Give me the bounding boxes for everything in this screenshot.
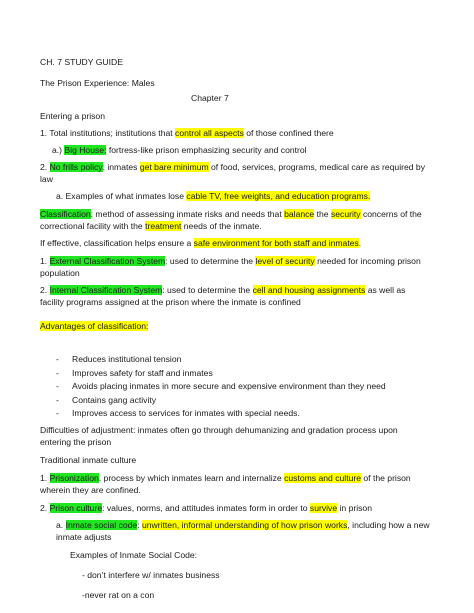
item-prison-culture: 2. Prison culture: values, norms, and attitudes inmates form in order to survive in prison [40,503,372,513]
example-item: -never rat on a con [82,590,155,600]
item-inmates-lose: a. Examples of what inmates lose cable TV, free weights, and education programs. [56,191,371,201]
list-item: - Contains gang activity [56,394,386,408]
list-item: - Avoids placing inmates in more secure and expensive environment than they need [56,380,386,394]
classification-definition: Classification: method of assessing inmate risks and needs that balance the security concerns of the correctional facility with the treatment needs of the inmate. [40,209,422,231]
advantages-list [56,353,386,421]
item-external-classification: 1. External Classification System: used to determine the level of security needed for incoming prison population [40,256,421,278]
list-item: - Reduces institutional tension [56,353,386,367]
item-inmate-social-code: a. Inmate social code: unwritten, informal understanding of how prison works, including how a new inmate adjusts [56,520,430,542]
list-item: - Improves safety for staff and inmates [56,367,386,381]
classification-effective: If effective, classification helps ensure a safe environment for both staff and inmates. [40,238,362,248]
item-prisonization: 1. Prisonization: process by which inmates learn and internalize customs and culture of the prison wherein they are confined. [40,473,411,495]
item-internal-classification: 2. Internal Classification System: used to determine the cell and housing assignments as well as facility programs assigned at the prison where the inmate is confined [40,285,406,307]
section-traditional-culture: Traditional inmate culture [40,455,137,465]
section-entering: Entering a prison [40,111,105,121]
item-big-house: a.) Big House: fortress-like prison emphasizing security and control [52,145,307,155]
chapter-label: Chapter 7 [191,93,229,103]
examples-heading: Examples of Inmate Social Code: [70,550,198,560]
difficulties-of-adjustment: Difficulties of adjustment: inmates often go through dehumanizing and gradation process upon entering the prison [40,425,398,447]
example-item: - don’t interfere w/ inmates business [82,570,220,580]
list-item: - Improves access to services for inmates with special needs. [56,407,386,421]
page-subtitle: The Prison Experience: Males [40,78,155,88]
advantages-heading: Advantages of classification: [40,321,149,331]
item-total-institutions: 1. Total institutions; institutions that control all aspects of those confined there [40,128,334,138]
item-no-frills: 2. No frills policy: inmates get bare minimum of food, services, programs, medical care as required by law [40,162,425,184]
page-heading: CH. 7 STUDY GUIDE [40,57,123,67]
